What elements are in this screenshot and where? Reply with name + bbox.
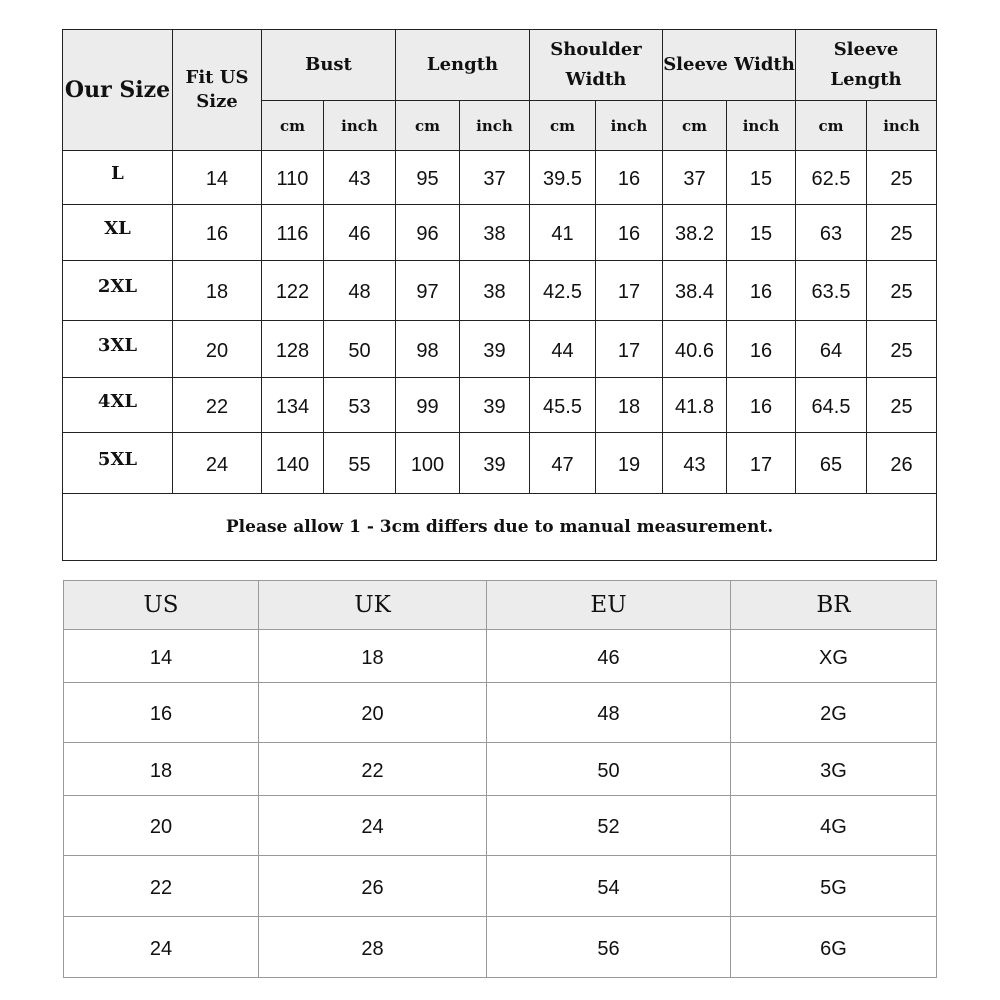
measurement-value: 47 xyxy=(530,433,596,494)
measurement-value: 39 xyxy=(460,321,530,378)
header-sleeve-width xyxy=(663,30,796,101)
size-row xyxy=(63,433,937,494)
conversion-row xyxy=(64,796,937,856)
measurement-value: 15 xyxy=(727,205,796,261)
unit-cm: cm xyxy=(396,101,460,151)
measurement-value: 25 xyxy=(867,151,937,205)
measurement-value: 17 xyxy=(596,261,663,321)
measurement-value: 38.4 xyxy=(663,261,727,321)
br-size-value: 5G xyxy=(731,856,937,917)
header-length-label: Length xyxy=(426,54,499,75)
measurement-value: 18 xyxy=(596,378,663,433)
unit-cm: cm xyxy=(262,101,324,151)
header-shoulder-line2: Width xyxy=(565,69,627,90)
eu-size-value: 52 xyxy=(487,796,731,856)
header-sleeve-length xyxy=(796,30,937,101)
uk-size-value: 20 xyxy=(259,683,487,743)
size-row xyxy=(63,261,937,321)
measurement-value: 46 xyxy=(324,205,396,261)
measurement-value: 128 xyxy=(262,321,324,378)
header-bust-label: Bust xyxy=(305,54,352,75)
measurement-value: 140 xyxy=(262,433,324,494)
unit-cm: cm xyxy=(663,101,727,151)
size-label: L xyxy=(63,151,173,205)
measurement-value: 63 xyxy=(796,205,867,261)
br-size-value: 6G xyxy=(731,917,937,978)
size-label: 5XL xyxy=(63,433,173,494)
fit-us-size-value: 16 xyxy=(173,205,262,261)
unit-inch: inch xyxy=(596,101,663,151)
uk-size-value: 28 xyxy=(259,917,487,978)
size-chart-note-row xyxy=(63,494,937,561)
fit-us-size-value: 20 xyxy=(173,321,262,378)
size-row xyxy=(63,321,937,378)
measurement-value: 134 xyxy=(262,378,324,433)
us-size-value: 14 xyxy=(64,630,259,683)
us-size-value: 24 xyxy=(64,917,259,978)
measurement-value: 100 xyxy=(396,433,460,494)
measurement-value: 16 xyxy=(596,205,663,261)
br-size-value: 2G xyxy=(731,683,937,743)
measurement-note: Please allow 1 - 3cm differs due to manual measurement. xyxy=(63,494,937,561)
header-us: US xyxy=(64,581,259,630)
measurement-value: 65 xyxy=(796,433,867,494)
conversion-header-row xyxy=(64,581,937,630)
eu-size-value: 50 xyxy=(487,743,731,796)
measurement-value: 37 xyxy=(663,151,727,205)
conversion-row xyxy=(64,743,937,796)
conversion-row xyxy=(64,683,937,743)
measurement-value: 64.5 xyxy=(796,378,867,433)
header-fit-us-line2: Size xyxy=(196,91,238,112)
size-chart-table xyxy=(62,29,937,561)
measurement-value: 45.5 xyxy=(530,378,596,433)
br-size-value: XG xyxy=(731,630,937,683)
fit-us-size-value: 14 xyxy=(173,151,262,205)
measurement-value: 55 xyxy=(324,433,396,494)
measurement-value: 62.5 xyxy=(796,151,867,205)
br-size-value: 4G xyxy=(731,796,937,856)
measurement-value: 38 xyxy=(460,205,530,261)
header-bust xyxy=(262,30,396,101)
fit-us-size-value: 24 xyxy=(173,433,262,494)
measurement-value: 98 xyxy=(396,321,460,378)
measurement-value: 16 xyxy=(727,378,796,433)
size-conversion-table xyxy=(63,580,937,978)
measurement-value: 17 xyxy=(727,433,796,494)
header-eu: EU xyxy=(487,581,731,630)
measurement-value: 38 xyxy=(460,261,530,321)
measurement-value: 17 xyxy=(596,321,663,378)
conversion-row xyxy=(64,630,937,683)
measurement-value: 97 xyxy=(396,261,460,321)
measurement-value: 26 xyxy=(867,433,937,494)
header-length xyxy=(396,30,530,101)
size-row xyxy=(63,205,937,261)
measurement-value: 96 xyxy=(396,205,460,261)
header-sleeve-width-label: Sleeve Width xyxy=(663,54,795,75)
header-shoulder-width xyxy=(530,30,663,101)
us-size-value: 22 xyxy=(64,856,259,917)
measurement-value: 41.8 xyxy=(663,378,727,433)
measurement-value: 43 xyxy=(663,433,727,494)
uk-size-value: 18 xyxy=(259,630,487,683)
measurement-value: 16 xyxy=(727,321,796,378)
measurement-value: 16 xyxy=(727,261,796,321)
fit-us-size-value: 22 xyxy=(173,378,262,433)
measurement-value: 41 xyxy=(530,205,596,261)
measurement-value: 19 xyxy=(596,433,663,494)
fit-us-size-value: 18 xyxy=(173,261,262,321)
measurement-value: 37 xyxy=(460,151,530,205)
measurement-value: 50 xyxy=(324,321,396,378)
measurement-value: 95 xyxy=(396,151,460,205)
measurement-value: 40.6 xyxy=(663,321,727,378)
size-label: 3XL xyxy=(63,321,173,378)
measurement-value: 39 xyxy=(460,378,530,433)
size-row xyxy=(63,151,937,205)
measurement-value: 116 xyxy=(262,205,324,261)
size-row xyxy=(63,378,937,433)
measurement-value: 42.5 xyxy=(530,261,596,321)
measurement-value: 15 xyxy=(727,151,796,205)
unit-inch: inch xyxy=(867,101,937,151)
measurement-value: 39.5 xyxy=(530,151,596,205)
header-our-size: Our Size xyxy=(63,30,173,151)
eu-size-value: 46 xyxy=(487,630,731,683)
measurement-value: 16 xyxy=(596,151,663,205)
conversion-row xyxy=(64,856,937,917)
header-fit-us-size xyxy=(173,30,262,151)
us-size-value: 18 xyxy=(64,743,259,796)
measurement-value: 44 xyxy=(530,321,596,378)
header-sleeve-length-label: Sleeve Length xyxy=(830,39,902,90)
measurement-value: 53 xyxy=(324,378,396,433)
uk-size-value: 26 xyxy=(259,856,487,917)
measurement-value: 38.2 xyxy=(663,205,727,261)
br-size-value: 3G xyxy=(731,743,937,796)
unit-inch: inch xyxy=(460,101,530,151)
measurement-value: 25 xyxy=(867,205,937,261)
unit-cm: cm xyxy=(530,101,596,151)
header-fit-us-line1: Fit US xyxy=(185,67,249,88)
measurement-value: 63.5 xyxy=(796,261,867,321)
measurement-value: 25 xyxy=(867,261,937,321)
header-uk: UK xyxy=(259,581,487,630)
measurement-value: 25 xyxy=(867,378,937,433)
us-size-value: 16 xyxy=(64,683,259,743)
header-br: BR xyxy=(731,581,937,630)
size-label: XL xyxy=(63,205,173,261)
measurement-value: 39 xyxy=(460,433,530,494)
measurement-value: 110 xyxy=(262,151,324,205)
eu-size-value: 56 xyxy=(487,917,731,978)
conversion-row xyxy=(64,917,937,978)
measurement-value: 43 xyxy=(324,151,396,205)
unit-inch: inch xyxy=(324,101,396,151)
unit-inch: inch xyxy=(727,101,796,151)
header-shoulder-line1: Shoulder xyxy=(550,39,642,60)
size-chart-header-row xyxy=(63,30,937,101)
measurement-value: 122 xyxy=(262,261,324,321)
measurement-value: 99 xyxy=(396,378,460,433)
size-chart-body xyxy=(63,151,937,494)
eu-size-value: 54 xyxy=(487,856,731,917)
size-label: 4XL xyxy=(63,378,173,433)
conversion-body xyxy=(64,630,937,978)
size-label: 2XL xyxy=(63,261,173,321)
measurement-value: 25 xyxy=(867,321,937,378)
us-size-value: 20 xyxy=(64,796,259,856)
eu-size-value: 48 xyxy=(487,683,731,743)
unit-cm: cm xyxy=(796,101,867,151)
measurement-value: 48 xyxy=(324,261,396,321)
measurement-value: 64 xyxy=(796,321,867,378)
uk-size-value: 22 xyxy=(259,743,487,796)
uk-size-value: 24 xyxy=(259,796,487,856)
